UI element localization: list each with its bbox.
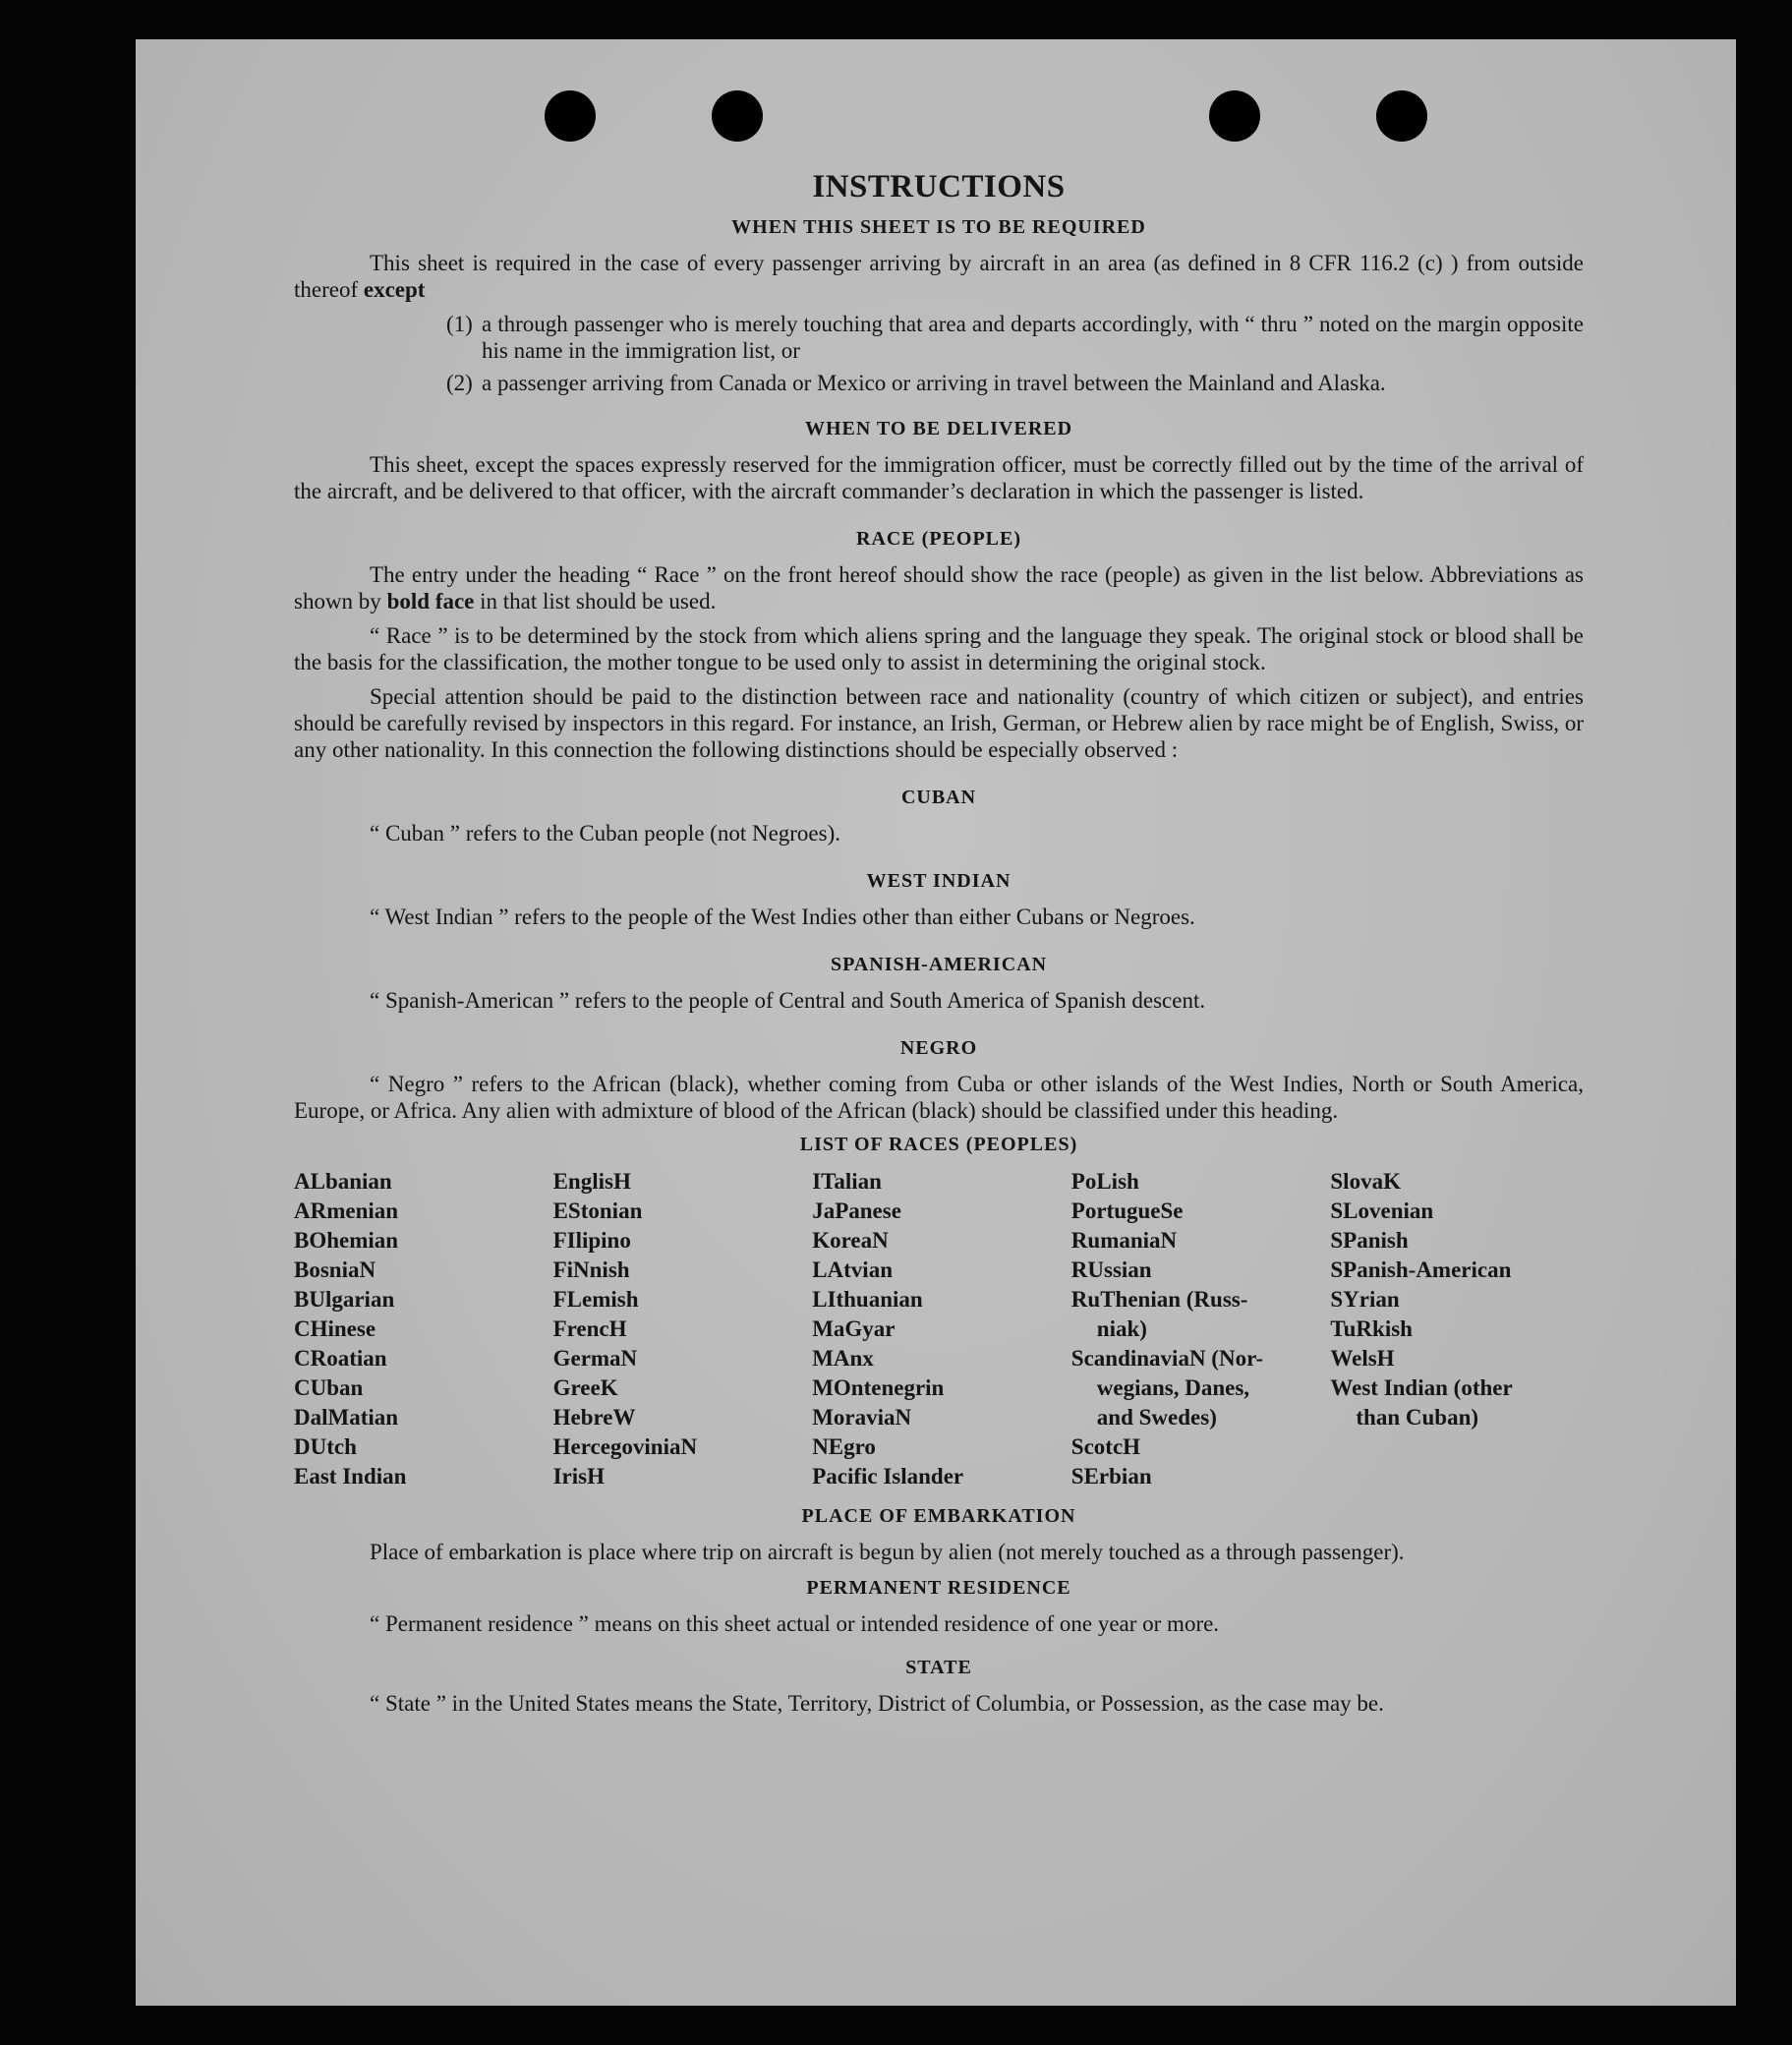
exception-item: (2) a passenger arriving from Canada or Mexico or arriving in travel between the Mainland and Alaska.	[446, 371, 1386, 395]
races-column	[812, 1167, 1066, 1491]
race-entry: West Indian (other	[1330, 1375, 1513, 1400]
cuban-text: “ Cuban ” refers to the Cuban people (not Negroes).	[370, 821, 841, 846]
section-heading-race: RACE (PEOPLE)	[856, 528, 1021, 550]
race-entry: DUtch	[294, 1434, 357, 1459]
race-entry: and Swedes)	[1096, 1405, 1217, 1430]
race-entry: HebreW	[552, 1405, 636, 1430]
race-entry: FrencH	[552, 1316, 627, 1341]
instructions-content	[294, 167, 1584, 1721]
race-entry: than Cuban)	[1356, 1405, 1479, 1430]
section-heading-spanish-american: SPANISH-AMERICAN	[830, 954, 1048, 975]
race-entry: East Indian	[294, 1464, 407, 1489]
punch-hole	[1376, 90, 1427, 142]
race-entry: LAtvian	[812, 1257, 893, 1282]
race-entry: IrisH	[552, 1464, 605, 1489]
section-heading-residence: PERMANENT RESIDENCE	[806, 1577, 1071, 1599]
races-list	[294, 1167, 1584, 1491]
residence-text: “ Permanent residence ” means on this sheet actual or intended residence of one year or more.	[370, 1611, 1220, 1636]
race-entry: CUban	[294, 1375, 364, 1400]
punch-hole	[712, 90, 763, 142]
race-entry: GermaN	[552, 1346, 638, 1371]
race-entry: SYrian	[1330, 1287, 1400, 1312]
section-heading-state: STATE	[905, 1657, 972, 1678]
race-entry: GreeK	[552, 1375, 618, 1400]
race-entry: NEgro	[812, 1434, 876, 1459]
race-entry: RumaniaN	[1070, 1228, 1178, 1253]
section-heading-cuban: CUBAN	[900, 787, 977, 808]
race-entry: JaPanese	[812, 1198, 901, 1223]
race-entry: CHinese	[294, 1316, 376, 1341]
race-entry: TuRkish	[1330, 1316, 1413, 1341]
race-entry: SPanish-American	[1330, 1257, 1512, 1282]
race-entry: RuThenian (Russ-	[1070, 1287, 1248, 1312]
race-entry: ARmenian	[294, 1198, 399, 1223]
race-entry: RUssian	[1070, 1257, 1152, 1282]
race-entry: SlovaK	[1330, 1169, 1401, 1194]
race-entry: WelsH	[1330, 1346, 1395, 1371]
page-title: INSTRUCTIONS	[812, 169, 1066, 204]
race-entry: CRoatian	[294, 1346, 387, 1371]
race-entry: BOhemian	[294, 1228, 399, 1253]
negro-text: “ Negro ” refers to the African (black), whether coming from Cuba or other islands of the West Indies, North or South America, Europe, or Africa. Any alien with admixture of blood of the African (black) should be classified under this heading.	[294, 1072, 1584, 1123]
section-heading-delivered: WHEN TO BE DELIVERED	[804, 418, 1073, 439]
race-entry: ScotcH	[1070, 1434, 1141, 1459]
section-heading-embarkation: PLACE OF EMBARKATION	[801, 1505, 1076, 1527]
races-column	[553, 1167, 807, 1491]
race-entry: LIthuanian	[812, 1287, 923, 1312]
race-paragraph-3: Special attention should be paid to the distinction between race and nationality (country of which citizen or subject), and entries should be carefully revised by inspectors in this regard. For instance, an Irish, German, or Hebrew alien by race might be of English, Swiss, or any other nationality. In this connection the following distinctions should be especially observed :	[294, 684, 1584, 762]
race-entry: PoLish	[1070, 1169, 1139, 1194]
race-entry: ScandinaviaN (Nor-	[1070, 1346, 1264, 1371]
race-entry: niak)	[1096, 1316, 1147, 1341]
race-entry: SLovenian	[1330, 1198, 1434, 1223]
punch-hole	[1209, 90, 1260, 142]
race-entry: HercegoviniaN	[552, 1434, 698, 1459]
required-intro: This sheet is required in the case of every passenger arriving by aircraft in an area (as defined in 8 CFR 116.2 (c) ) from outside thereof except	[294, 251, 1584, 302]
race-paragraph-1: The entry under the heading “ Race ” on the front hereof should show the race (people) as given in the list below. Abbreviations as shown by bold face in that list should be used.	[294, 562, 1584, 614]
section-heading-required: WHEN THIS SHEET IS TO BE REQUIRED	[731, 216, 1146, 238]
section-heading-negro: NEGRO	[899, 1037, 978, 1059]
race-entry: SErbian	[1070, 1464, 1152, 1489]
embarkation-text: Place of embarkation is place where trip on aircraft is begun by alien (not merely touched as a through passenger).	[370, 1540, 1405, 1564]
state-text: “ State ” in the United States means the State, Territory, District of Columbia, or Possession, as the case may be.	[370, 1691, 1384, 1716]
race-entry: KoreaN	[812, 1228, 889, 1253]
race-paragraph-2: “ Race ” is to be determined by the stock from which aliens spring and the language they speak. The original stock or blood shall be the basis for the classification, the mother tongue to be used only to assist in determining the original stock.	[294, 623, 1584, 674]
race-entry: MOntenegrin	[812, 1375, 945, 1400]
race-entry: EnglisH	[552, 1169, 631, 1194]
race-entry: ALbanian	[294, 1169, 392, 1194]
section-heading-list-of-races: LIST OF RACES (PEOPLES)	[799, 1134, 1078, 1155]
race-entry: MAnx	[812, 1346, 874, 1371]
section-heading-west-indian: WEST INDIAN	[866, 870, 1012, 892]
race-entry: FiNnish	[552, 1257, 630, 1282]
race-entry: Pacific Islander	[812, 1464, 964, 1489]
races-column	[294, 1167, 548, 1491]
document-sheet	[136, 39, 1736, 2006]
race-entry: MoraviaN	[812, 1405, 912, 1430]
races-column	[1330, 1167, 1584, 1491]
race-entry: FLemish	[552, 1287, 639, 1312]
race-entry: PortugueSe	[1070, 1198, 1184, 1223]
exception-item: (1) a through passenger who is merely touching that area and departs accordingly, with “ thru ” noted on the margin opposite his name in the immigration list, or	[446, 312, 1584, 363]
race-entry: SPanish	[1330, 1228, 1409, 1253]
race-entry: ITalian	[812, 1169, 882, 1194]
race-entry: DalMatian	[294, 1405, 399, 1430]
race-entry: wegians, Danes,	[1096, 1375, 1250, 1400]
race-entry: BUlgarian	[294, 1287, 395, 1312]
spanish-american-text: “ Spanish-American ” refers to the people of Central and South America of Spanish descent.	[370, 988, 1206, 1013]
race-entry: FIlipino	[552, 1228, 631, 1253]
race-entry: EStonian	[552, 1198, 643, 1223]
race-entry: BosniaN	[294, 1257, 376, 1282]
race-entry: MaGyar	[812, 1316, 896, 1341]
west-indian-text: “ West Indian ” refers to the people of the West Indies other than either Cubans or Negroes.	[370, 905, 1195, 929]
punch-hole	[545, 90, 596, 142]
races-column	[1071, 1167, 1325, 1491]
delivered-text: This sheet, except the spaces expressly reserved for the immigration officer, must be correctly filled out by the time of the arrival of the aircraft, and be delivered to that officer, with the aircraft commander’s declaration in which the passenger is listed.	[294, 452, 1584, 503]
